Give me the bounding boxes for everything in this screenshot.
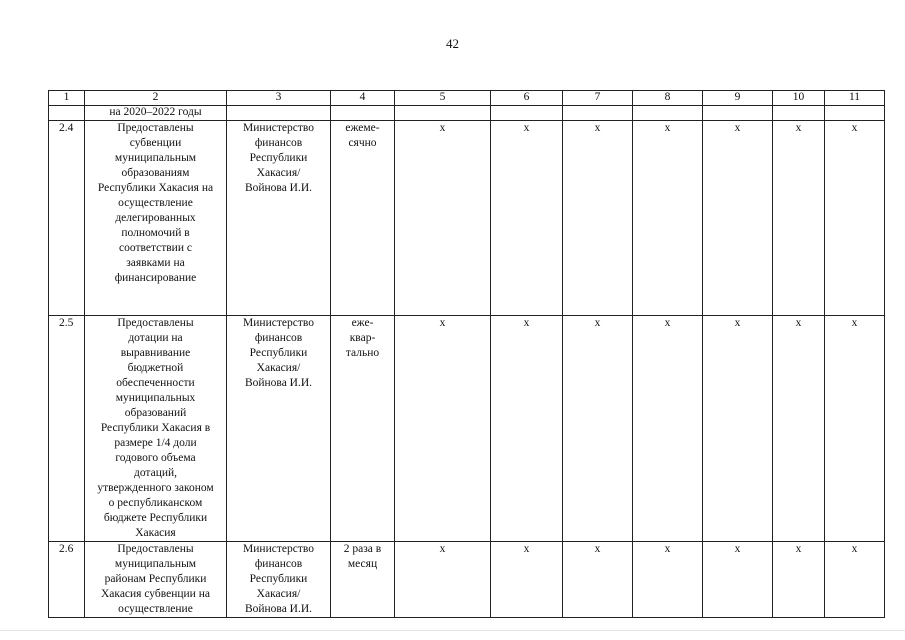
column-number-row xyxy=(49,91,885,106)
row-description: Предоставлены дотации на выравнивание бюджетной обеспеченности муниципальных образований Республики Хакасия в размере 1/4 доли годового объема дотаций, утвержденного законом о республиканском бюджете Республики Хакасия xyxy=(85,316,227,542)
row-executor: Министерство финансов Республики Хакасия/ Войнова И.И. xyxy=(227,542,331,618)
row-mark: x xyxy=(563,542,633,618)
column-number: 8 xyxy=(633,91,703,106)
row-mark: x xyxy=(825,316,885,542)
table-cell xyxy=(331,106,395,121)
column-number: 10 xyxy=(773,91,825,106)
row-number: 2.4 xyxy=(49,121,85,316)
row-mark: x xyxy=(703,121,773,316)
row-mark: x xyxy=(395,316,491,542)
table-row xyxy=(49,121,885,316)
column-number: 3 xyxy=(227,91,331,106)
row-mark: x xyxy=(563,121,633,316)
table-row xyxy=(49,542,885,618)
row-mark: x xyxy=(703,542,773,618)
table-cell xyxy=(633,106,703,121)
row-mark: x xyxy=(395,542,491,618)
row-description: Предоставлены субвенции муниципальным образованиям Республики Хакасия на осуществление делегированных полномочий в соответствии с заявками на финансирование xyxy=(85,121,227,316)
row-mark: x xyxy=(773,316,825,542)
page-number: 42 xyxy=(446,36,459,51)
table-cell xyxy=(227,106,331,121)
row-mark: x xyxy=(633,316,703,542)
column-number: 5 xyxy=(395,91,491,106)
scan-edge xyxy=(0,630,905,631)
continued-description: на 2020–2022 годы xyxy=(85,106,227,121)
row-mark: x xyxy=(773,542,825,618)
column-number: 1 xyxy=(49,91,85,106)
table-cell xyxy=(395,106,491,121)
row-mark: x xyxy=(491,542,563,618)
column-number: 11 xyxy=(825,91,885,106)
continuation-row xyxy=(49,106,885,121)
row-mark: x xyxy=(825,121,885,316)
row-number: 2.6 xyxy=(49,542,85,618)
row-description: Предоставлены муниципальным районам Республики Хакасия субвенции на осуществление xyxy=(85,542,227,618)
row-mark: x xyxy=(703,316,773,542)
row-mark: x xyxy=(773,121,825,316)
schedule-table xyxy=(48,90,885,618)
row-period: ежеме- сячно xyxy=(331,121,395,316)
row-mark: x xyxy=(491,121,563,316)
column-number: 7 xyxy=(563,91,633,106)
column-number: 2 xyxy=(85,91,227,106)
row-mark: x xyxy=(825,542,885,618)
row-executor: Министерство финансов Республики Хакасия/ Войнова И.И. xyxy=(227,316,331,542)
table-cell xyxy=(825,106,885,121)
table-cell xyxy=(49,106,85,121)
row-mark: x xyxy=(633,542,703,618)
table-cell xyxy=(491,106,563,121)
table-cell xyxy=(773,106,825,121)
row-mark: x xyxy=(633,121,703,316)
row-executor: Министерство финансов Республики Хакасия/ Войнова И.И. xyxy=(227,121,331,316)
row-mark: x xyxy=(395,121,491,316)
row-period: еже- квар- тально xyxy=(331,316,395,542)
table-cell xyxy=(563,106,633,121)
table-cell xyxy=(703,106,773,121)
column-number: 4 xyxy=(331,91,395,106)
column-number: 6 xyxy=(491,91,563,106)
row-mark: x xyxy=(563,316,633,542)
table-row xyxy=(49,316,885,542)
row-period: 2 раза в месяц xyxy=(331,542,395,618)
row-number: 2.5 xyxy=(49,316,85,542)
row-mark: x xyxy=(491,316,563,542)
column-number: 9 xyxy=(703,91,773,106)
